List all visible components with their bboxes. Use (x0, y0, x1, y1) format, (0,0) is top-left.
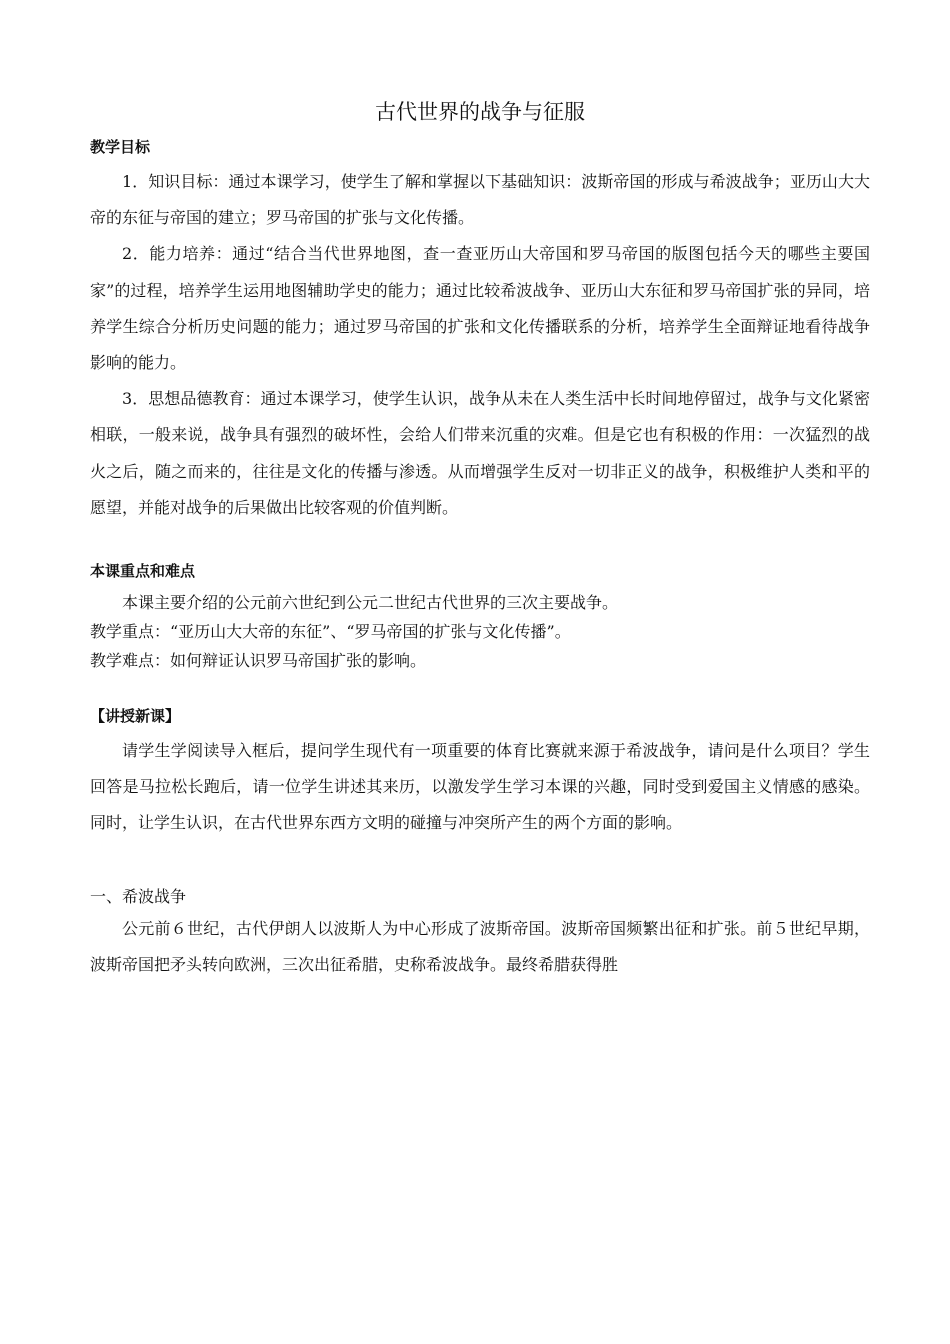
new-lesson-heading: 【讲授新课】 (90, 707, 181, 726)
section-one-paragraph: 公元前６世纪，古代伊朗人以波斯人为中心形成了波斯帝国。波斯帝国频繁出征和扩张。前５世纪早期，波斯帝国把矛头转向欧洲，三次出征希腊，史称希波战争。最终希腊获得胜 (90, 918, 870, 974)
section-one-heading: 一、希波战争 (90, 886, 187, 906)
key-points-heading: 本课重点和难点 (90, 562, 196, 581)
objective-moral: 3．思想品德教育：通过本课学习，使学生认识，战争从未在人类生活中长时间地停留过，战争与文化紧密相联，一般来说，战争具有强烈的破坏性，会给人们带来沉重的灾难。但是它也有积极的作用：一次猛烈的战火之后，随之而来的，往往是文化的传播与渗透。从而增强学生反对一切非正义的战争，积极维护人类和平的愿望，并能对战争的后果做出比较客观的价值判断。 (90, 389, 870, 517)
key-points-focus: 教学重点：“亚历山大大帝的东征”、“罗马帝国的扩张与文化传播”。 (90, 622, 571, 642)
spacer (90, 675, 870, 705)
objective-ability: 2．能力培养：通过“结合当代世界地图，查一查亚历山大帝国和罗马帝国的版图包括今天的哪些主要国家”的过程，培养学生运用地图辅助学史的能力；通过比较希波战争、亚历山大东征和罗马帝国扩张的异同，培养学生综合分析历史问题的能力；通过罗马帝国的扩张和文化传播联系的分析，培养学生全面辩证地看待战争影响的能力。 (90, 244, 870, 373)
key-points-intro: 本课主要介绍的公元前六世纪到公元二世纪古代世界的三次主要战争。 (122, 593, 619, 613)
document-page (90, 96, 870, 983)
spacer (90, 526, 870, 560)
document-title: 古代世界的战争与征服 (375, 100, 585, 124)
new-lesson-paragraph: 请学生学阅读导入框后，提问学生现代有一项重要的体育比赛就来源于希波战争，请问是什么项目？学生回答是马拉松长跑后，请一位学生讲述其来历，以激发学生学习本课的兴趣，同时受到爱国主义情感的感染。同时，让学生认识，在古代世界东西方文明的碰撞与冲突所产生的两个方面的影响。 (90, 741, 870, 833)
spacer (90, 842, 870, 882)
key-points-difficulty: 教学难点：如何辩证认识罗马帝国扩张的影响。 (90, 651, 427, 671)
objectives-heading: 教学目标 (90, 138, 151, 156)
objective-knowledge: 1．知识目标：通过本课学习，使学生了解和掌握以下基础知识：波斯帝国的形成与希波战争；亚历山大大帝的东征与帝国的建立；罗马帝国的扩张与文化传播。 (90, 172, 870, 228)
